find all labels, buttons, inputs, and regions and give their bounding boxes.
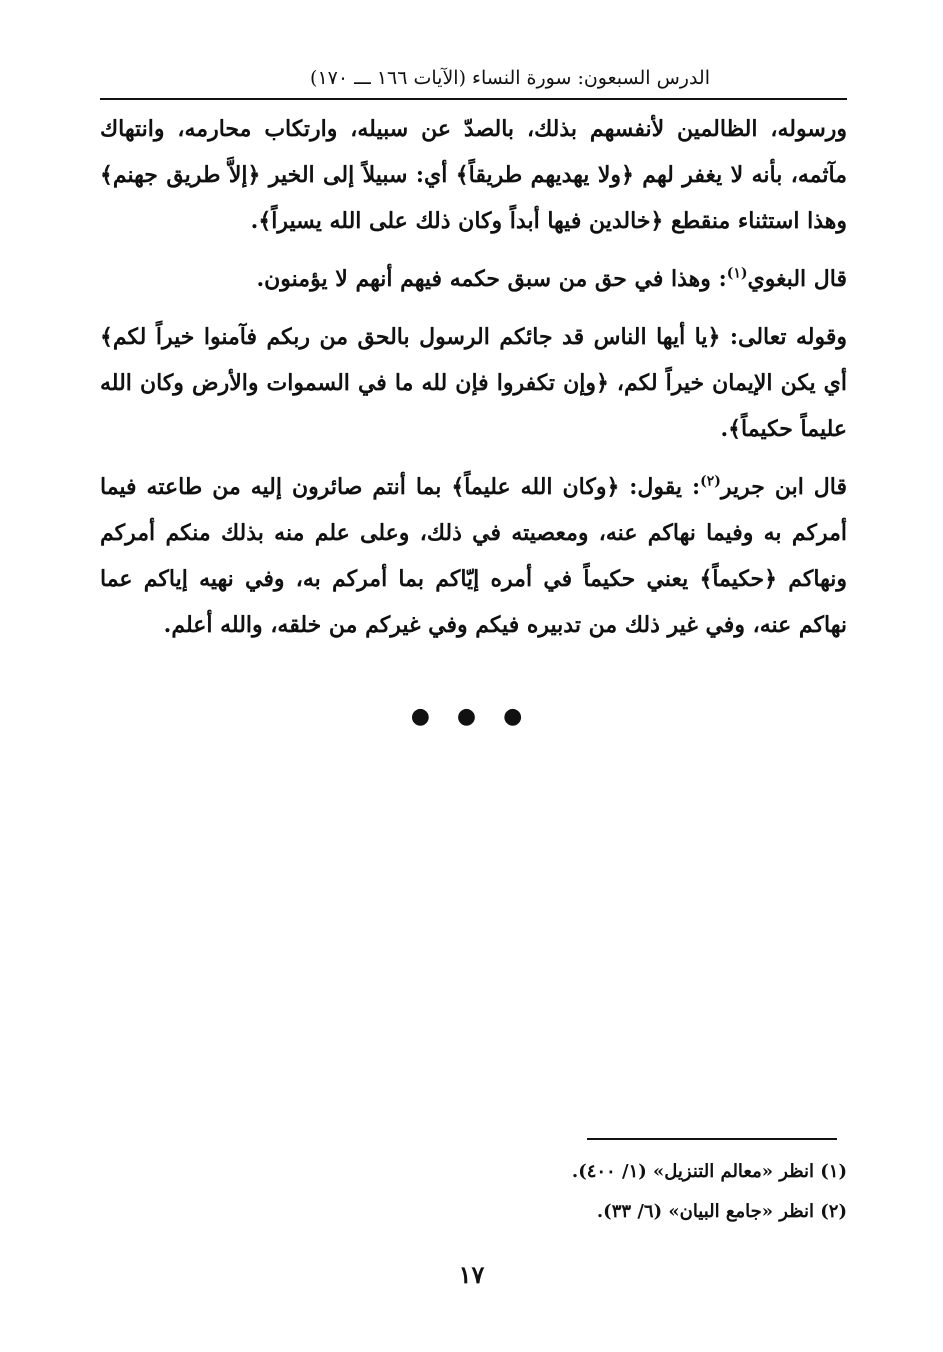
footnote-number: (٢) [820, 1201, 847, 1222]
paragraph-text: : يقول: ﴿وكان الله عليماً﴾ بما أنتم صائرون إليه من طاعته فيما أمركم به وفيما نهاكم عنه، ومعصيته في ذلك، وعلى علم منه بذلك منكم أمركم ونهاكم ﴿حكيماً﴾ يعني حكيماً في أمره إيّاكم بما أمركم به، وفي نهيه إياكم عما نهاكم عنه، وفي غير ذلك من تدبيره فيكم وفي غيركم من خلقه، والله أعلم. [100, 474, 847, 638]
main-text [100, 106, 847, 660]
paragraph-lead: وقوله تعالى [738, 324, 847, 350]
header-rule [100, 98, 847, 100]
paragraph-lead: قال البغوي [747, 266, 847, 292]
footnote-item [420, 1152, 847, 1192]
footnote-text: انظر «معالم التنزيل» (١/ ٤٠٠). [571, 1161, 814, 1182]
paragraph-text: : وهذا في حق من سبق حكمه فيهم أنهم لا يؤمنون. [256, 266, 727, 292]
paragraph-text: : ﴿يا أيها الناس قد جائكم الرسول بالحق من ربكم فآمنوا خيراً لكم﴾ أي يكن الإيمان خيراً لكم، ﴿وإن تكفروا فإن لله ما في السموات والأرض وكان الله عليماً حكيماً﴾. [100, 324, 847, 442]
paragraph-4 [100, 464, 847, 648]
paragraph-lead: قال ابن جرير [720, 474, 847, 500]
footnote-number: (١) [820, 1161, 847, 1182]
paragraph-1 [100, 106, 847, 244]
section-separator: ● ● ● [410, 704, 533, 729]
footnote-rule [587, 1138, 837, 1140]
footnote-item [420, 1192, 847, 1232]
footnote-marker: (٢) [700, 473, 721, 490]
footnotes [420, 1152, 847, 1232]
page-number: ١٧ [458, 1260, 485, 1289]
footnote-marker: (١) [726, 265, 748, 282]
paragraph-2 [100, 256, 847, 302]
running-header: الدرس السبعون: سورة النساء (الآيات ١٦٦ ـــ ١٧٠) [310, 67, 710, 89]
paragraph-3 [100, 314, 847, 452]
footnote-text: انظر «جامع البيان» (٦/ ٣٣). [596, 1201, 814, 1222]
paragraph-text: ورسوله، الظالمين لأنفسهم بذلك، بالصدّ عن سبيله، وارتكاب محارمه، وانتهاك مآثمه، بأنه لا يغفر لهم ﴿ولا يهديهم طريقاً﴾ أي: سبيلاً إلى الخير ﴿إلاَّ طريق جهنم﴾ وهذا استثناء منقطع ﴿خالدين فيها أبداً وكان ذلك على الله يسيراً﴾. [100, 116, 847, 234]
